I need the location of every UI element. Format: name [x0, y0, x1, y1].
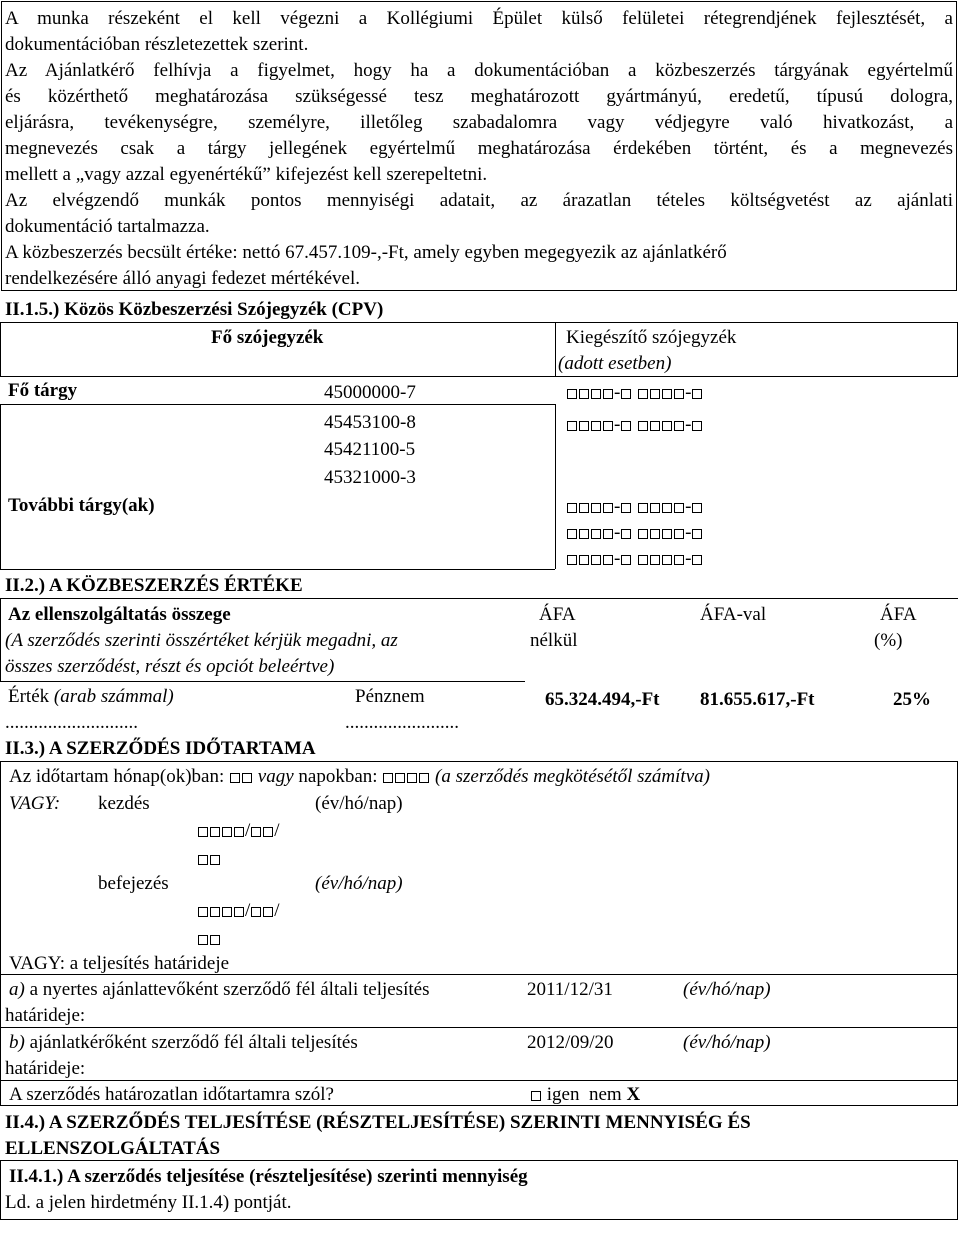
- paragraph-line: megnevezés csak a tárgy jellegének egyértelmű meghatározása érdekében történt, és a megnevezés: [5, 138, 953, 159]
- divider: [0, 681, 525, 682]
- additional-subject-label: További tárgy(ak): [8, 495, 155, 516]
- supplementary-vocabulary-header: Kiegészítő szójegyzék: [566, 327, 737, 348]
- currency-label: Pénznem: [355, 686, 425, 707]
- additional-cpv-code: 45453100-8: [324, 412, 416, 433]
- main-subject-label: Fő tárgy: [8, 380, 78, 401]
- consideration-note: összes szerződést, részt és opciót beleértve): [5, 656, 335, 677]
- gross-column-header: ÁFA-val: [700, 604, 767, 625]
- end-day-boxes: [197, 926, 221, 951]
- divider: [0, 376, 958, 377]
- divider: [555, 404, 556, 569]
- or-label: VAGY:: [9, 793, 61, 814]
- divider: [0, 1027, 958, 1028]
- supplementary-code-boxes: - -: [566, 546, 703, 571]
- consideration-label: Az ellenszolgáltatás összege: [8, 604, 231, 625]
- divider: [0, 598, 958, 599]
- supplementary-code-boxes: - -: [566, 494, 703, 519]
- divider: [0, 404, 555, 405]
- paragraph-line: eljárásra, tevékenységre, személyre, illetőleg szabadalomra vagy védjegyre való hivatkozást, a: [5, 112, 953, 133]
- deadline-a-line: a) a nyertes ajánlattevőként szerződő fél általi teljesítés: [9, 979, 430, 1000]
- divider: [0, 569, 555, 570]
- start-label: kezdés: [98, 793, 150, 814]
- vat-percent: 25%: [893, 689, 931, 710]
- end-date-boxes: / /: [197, 898, 280, 923]
- vat-column-header: (%): [874, 630, 903, 651]
- no-checkbox-mark: X: [626, 1084, 641, 1105]
- estimated-value-line: rendelkezésére álló anyagi fedezet mértékével.: [5, 268, 360, 289]
- deadline-b-cont: határideje:: [5, 1058, 86, 1079]
- supplementary-code-boxes: - -: [566, 380, 703, 405]
- main-cpv-code: 45000000-7: [324, 382, 416, 403]
- net-column-header: nélkül: [530, 630, 578, 651]
- performance-text: Ld. a jelen hirdetmény II.1.4) pontját.: [5, 1192, 292, 1213]
- vat-column-header: ÁFA: [880, 604, 917, 625]
- supplementary-code-boxes: - -: [566, 520, 703, 545]
- performance-heading: II.4.) A SZERZŐDÉS TELJESÍTÉSE (RÉSZTELJESÍTÉSE) SZERINTI MENNYISÉG ÉS: [5, 1112, 751, 1133]
- deadline-b-date: 2012/09/20: [527, 1032, 614, 1053]
- start-date-boxes: / /: [197, 818, 280, 843]
- gross-amount: 81.655.617,-Ft: [700, 689, 815, 710]
- value-dots: ............................: [5, 712, 138, 733]
- paragraph-line: Az elvégzendő munkák pontos mennyiségi adatait, az árazatlan tételes költségvetést az ajánlati: [5, 190, 953, 211]
- paragraph-line: és közérthető meghatározása szükségessé tesz meghatározott gyártmányú, eredetű, típusú dologra,: [5, 86, 953, 107]
- deadline-a-date: 2011/12/31: [527, 979, 613, 1000]
- divider: [957, 322, 958, 376]
- deadline-b-line: b) ajánlatkérőként szerződő fél általi teljesítés: [9, 1032, 358, 1053]
- net-amount: 65.324.494,-Ft: [545, 689, 660, 710]
- main-vocabulary-header: Fő szójegyzék: [211, 327, 324, 348]
- date-format: (év/hó/nap): [315, 793, 403, 814]
- intro-text-line: dokumentációban részletezettek szerint.: [5, 34, 309, 55]
- value-heading: II.2.) A KÖZBESZERZÉS ÉRTÉKE: [5, 575, 303, 596]
- yes-checkbox: [531, 1091, 541, 1101]
- divider: [0, 322, 1, 376]
- divider: [0, 598, 1, 681]
- date-format: (év/hó/nap): [683, 1032, 771, 1053]
- net-column-header: ÁFA: [539, 604, 576, 625]
- date-format: (év/hó/nap): [683, 979, 771, 1000]
- paragraph-line: dokumentáció tartalmazza.: [5, 216, 210, 237]
- duration-months-line: Az időtartam hónap(ok)ban: vagy napokban: (a szerződés megkötésétől számítva): [9, 766, 710, 787]
- performance-subheading: II.4.1.) A szerződés teljesítése (részteljesítése) szerinti mennyiség: [9, 1166, 528, 1187]
- end-label: befejezés: [98, 873, 169, 894]
- indefinite-answer: igen nem X: [530, 1082, 640, 1107]
- supplementary-code-boxes: - -: [566, 412, 703, 437]
- consideration-note: (A szerződés szerinti összértéket kérjük megadni, az: [5, 630, 398, 651]
- start-day-boxes: [197, 846, 221, 871]
- currency-dots: ........................: [345, 712, 459, 733]
- value-label: Érték (arab számmal): [8, 686, 174, 707]
- divider: [0, 1080, 958, 1081]
- divider: [0, 974, 958, 975]
- cpv-heading: II.1.5.) Közös Közbeszerzési Szójegyzék (CPV): [5, 299, 384, 320]
- intro-text-line: A munka részeként el kell végezni a Kollégiumi Épület külső felületei rétegrendjének fejlesztését, a: [5, 8, 953, 29]
- estimated-value-line: A közbeszerzés becsült értéke: nettó 67.457.109-,-Ft, amely egyben megegyezik az ajánlatkérő: [5, 242, 727, 263]
- divider: [0, 404, 1, 569]
- date-format: (év/hó/nap): [315, 873, 403, 894]
- paragraph-line: Az Ajánlatkérő felhívja a figyelmet, hogy ha a dokumentációban a közbeszerzés tárgyának egyértelmű: [5, 60, 953, 81]
- divider: [0, 322, 958, 323]
- additional-cpv-code: 45421100-5: [324, 439, 416, 460]
- indefinite-question: A szerződés határozatlan időtartamra szól?: [9, 1084, 334, 1105]
- supplementary-note: (adott esetben): [558, 353, 672, 374]
- duration-heading: II.3.) A SZERZŐDÉS IDŐTARTAMA: [5, 738, 316, 759]
- deadline-a-cont: határideje:: [5, 1005, 86, 1026]
- divider: [555, 322, 556, 376]
- deadline-label: VAGY: a teljesítés határideje: [9, 953, 230, 974]
- additional-cpv-code: 45321000-3: [324, 467, 416, 488]
- paragraph-line: mellett a „vagy azzal egyenértékű” kifejezést kell szerepeltetni.: [5, 164, 488, 185]
- performance-heading: ELLENSZOLGÁLTATÁS: [5, 1138, 221, 1159]
